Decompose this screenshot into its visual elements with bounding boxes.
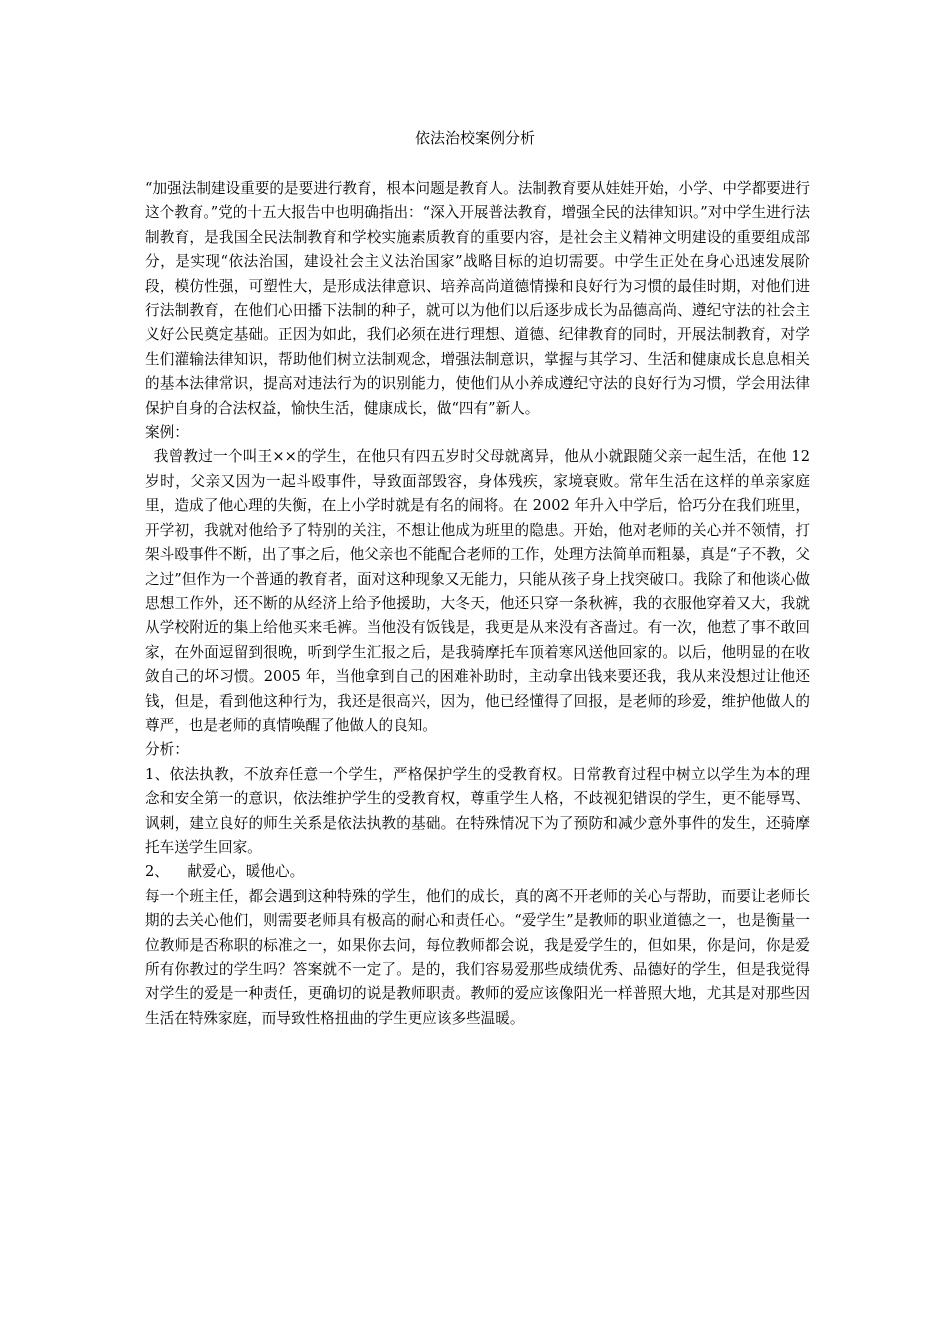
analysis-heading: 分析： [145, 741, 189, 759]
document-body [145, 177, 810, 1031]
analysis-point-2-heading: 2、 献爱心，暖他心。 [145, 863, 305, 881]
case-paragraph: 我曾教过一个叫王××的学生，在他只有四五岁时父母就离异，他从小就跟随父亲一起生活，在他 12 岁时，父亲又因为一起斗殴事件，导致面部毁容，身体残疾，家境衰败。常年生活在这样的单亲家庭里，造成了他心理的失衡，在上小学时就是有名的闹将。在 2002 年升入中学后，恰巧分在我们班里，开学初，我就对他给予了特别的关注，不想让他成为班里的隐患。开始，他对老师的关心并不领情，打架斗殴事件不断，出了事之后，他父亲也不能配合老师的工作，处理方法简单而粗暴，真是“子不教，父之过”但作为一个普通的教育者，面对这种现象又无能力，只能从孩子身上找突破口。我除了和他谈心做思想工作外，还不断的从经济上给予他援助，大冬天，他还只穿一条秋裤，我的衣服他穿着又大，我就从学校附近的集上给他买来毛裤。当他没有饭钱是，我更是从来没有吝啬过。有一次，他惹了事不敢回家，在外面逗留到很晚，听到学生汇报之后，是我骑摩托车顶着寒风送他回家的。以后，他明显的在收敛自己的坏习惯。2005 年，当他拿到自己的困难补助时，主动拿出钱来要还我，我从来没想过让他还钱，但是，看到他这种行为，我还是很高兴，因为，他已经懂得了回报，是老师的珍爱，维护他做人的尊严，也是老师的真情唤醒了他做人的良知。 [145, 448, 810, 734]
analysis-point-2-paragraph: 每一个班主任，都会遇到这种特殊的学生，他们的成长，真的离不开老师的关心与帮助，而要让老师长期的去关心他们，则需要老师具有极高的耐心和责任心。“爱学生”是教师的职业道德之一，也是衡量一位教师是否称职的标准之一，如果你去问，每位教师都会说，我是爱学生的，但如果，你是问，你是爱所有你教过的学生吗？答案就不一定了。是的，我们容易爱那些成绩优秀、品德好的学生，但是我觉得对学生的爱是一种责任，更确切的说是教师职责。教师的爱应该像阳光一样普照大地，尤其是对那些因生活在特殊家庭，而导致性格扭曲的学生更应该多些温暖。 [145, 887, 810, 1027]
analysis-point-1: 1、依法执教，不放弃任意一个学生，严格保护学生的受教育权。日常教育过程中树立以学生为本的理念和安全第一的意识，依法维护学生的受教育权，尊重学生人格，不歧视犯错误的学生，更不能辱骂、讽刺，建立良好的师生关系是依法执教的基础。在特殊情况下为了预防和减少意外事件的发生，还骑摩托车送学生回家。 [145, 765, 810, 856]
document-title: 依法治校案例分析 [414, 129, 535, 147]
intro-paragraph: “加强法制建设重要的是要进行教育，根本问题是教育人。法制教育要从娃娃开始，小学、中学都要进行这个教育。”党的十五大报告中也明确指出：“深入开展普法教育，增强全民的法律知识。”对中学生进行法制教育，是我国全民法制教育和学校实施素质教育的重要内容，是社会主义精神文明建设的重要组成部分，是实现“依法治国，建设社会主义法治国家”战略目标的迫切需要。中学生正处在身心迅速发展阶段，模仿性强，可塑性大，是形成法律意识、培养高尚道德情操和良好行为习惯的最佳时期，对他们进行法制教育，在他们心田播下法制的种子，就可以为他们以后逐步成长为品德高尚、遵纪守法的社会主义好公民奠定基础。正因为如此，我们必须在进行理想、道德、纪律教育的同时，开展法制教育，对学生们灌输法律知识，帮助他们树立法制观念，增强法制意识，掌握与其学习、生活和健康成长息息相关的基本法律常识，提高对违法行为的识别能力，使他们从小养成遵纪守法的良好行为习惯，学会用法律保护自身的合法权益，愉快生活，健康成长，做“四有”新人。 [145, 180, 810, 417]
case-heading: 案例： [145, 424, 189, 442]
